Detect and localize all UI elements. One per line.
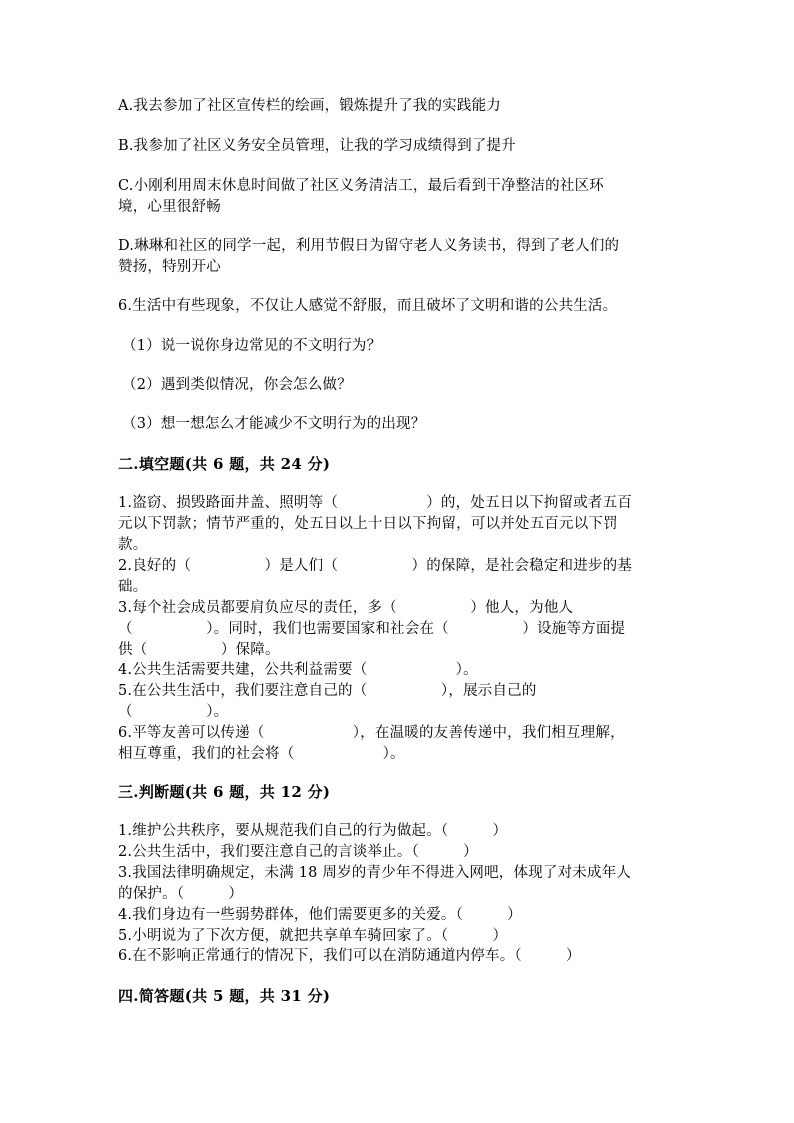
option-b: B.我参加了社区义务安全员管理，让我的学习成绩得到了提升 — [118, 138, 516, 154]
fill-blank-line: （ ）。 — [118, 704, 229, 720]
question-6-part-3: （3）想一想怎么才能减少不文明行为的出现？ — [122, 416, 426, 432]
option-d-line-1: D.琳琳和社区的同学一起，利用节假日为留守老人义务读书，得到了老人们的 — [118, 238, 620, 254]
section-three-title: 三.判断题(共 6 题，共 12 分) — [118, 783, 331, 801]
true-false-line: 4.我们身边有一些弱势群体，他们需要更多的关爱。（ ） — [118, 907, 522, 923]
fill-blank-line: 款。 — [118, 537, 148, 553]
fill-blank-line: 1.盗窃、损毁路面井盖、照明等（ ）的，处五日以下拘留或者五百 — [118, 495, 633, 511]
fill-blank-line: 础。 — [118, 579, 148, 595]
question-6-part-2: （2）遇到类似情况，你会怎么做？ — [122, 377, 352, 393]
fill-blank-line: 3.每个社会成员都要肩负应尽的责任，多（ ）他人，为他人 — [118, 600, 574, 616]
question-6-stem: 6.生活中有些现象，不仅让人感觉不舒服，而且破坏了文明和谐的公共生活。 — [118, 298, 618, 314]
question-6-part-1: （1）说一说你身边常见的不文明行为？ — [122, 338, 382, 354]
option-c-line-1: C.小刚利用周末休息时间做了社区义务清洁工，最后看到干净整洁的社区环 — [118, 178, 604, 194]
fill-blank-line: 2.良好的（ ）是人们（ ）的保障，是社会稳定和进步的基 — [118, 558, 633, 574]
fill-blank-line: 4.公共生活需要共建，公共利益需要（ ）。 — [118, 662, 478, 678]
true-false-line: 5.小明说为了下次方便，就把共享单车骑回家了。（ ） — [118, 928, 508, 944]
section-two-title: 二.填空题(共 6 题，共 24 分) — [118, 455, 331, 473]
option-a: A.我去参加了社区宣传栏的绘画，锻炼提升了我的实践能力 — [118, 98, 501, 114]
true-false-line: 2.公共生活中，我们要注意自己的言谈举止。（ ） — [118, 844, 478, 860]
true-false-line: 3.我国法律明确规定，未满 18 周岁的青少年不得进入网吧，体现了对未成年人 — [118, 865, 632, 881]
option-c-line-2: 境，心里很舒畅 — [118, 199, 221, 215]
option-d-line-2: 赞扬，特别开心 — [118, 259, 221, 275]
true-false-line: 1.维护公共秩序，要从规范我们自己的行为做起。（ ） — [118, 823, 508, 839]
fill-blank-line: 供（ ）保障。 — [118, 642, 280, 658]
fill-blank-line: 相互尊重，我们的社会将（ ）。 — [118, 746, 405, 762]
fill-blank-line: 元以下罚款；情节严重的，处五日以上十日以下拘留，可以并处五百元以下罚 — [118, 516, 618, 532]
true-false-line: 的保护。（ ） — [118, 886, 244, 902]
true-false-line: 6.在不影响正常通行的情况下，我们可以在消防通道内停车。（ ） — [118, 948, 581, 964]
fill-blank-line: 5.在公共生活中，我们要注意自己的（ ），展示自己的 — [118, 683, 537, 699]
section-four-title: 四.简答题(共 5 题，共 31 分) — [118, 987, 331, 1005]
fill-blank-line: （ ）。同时，我们也需要国家和社会在（ ）设施等方面提 — [118, 621, 626, 637]
fill-blank-line: 6.平等友善可以传递（ ），在温暖的友善传递中，我们相互理解， — [118, 725, 625, 741]
